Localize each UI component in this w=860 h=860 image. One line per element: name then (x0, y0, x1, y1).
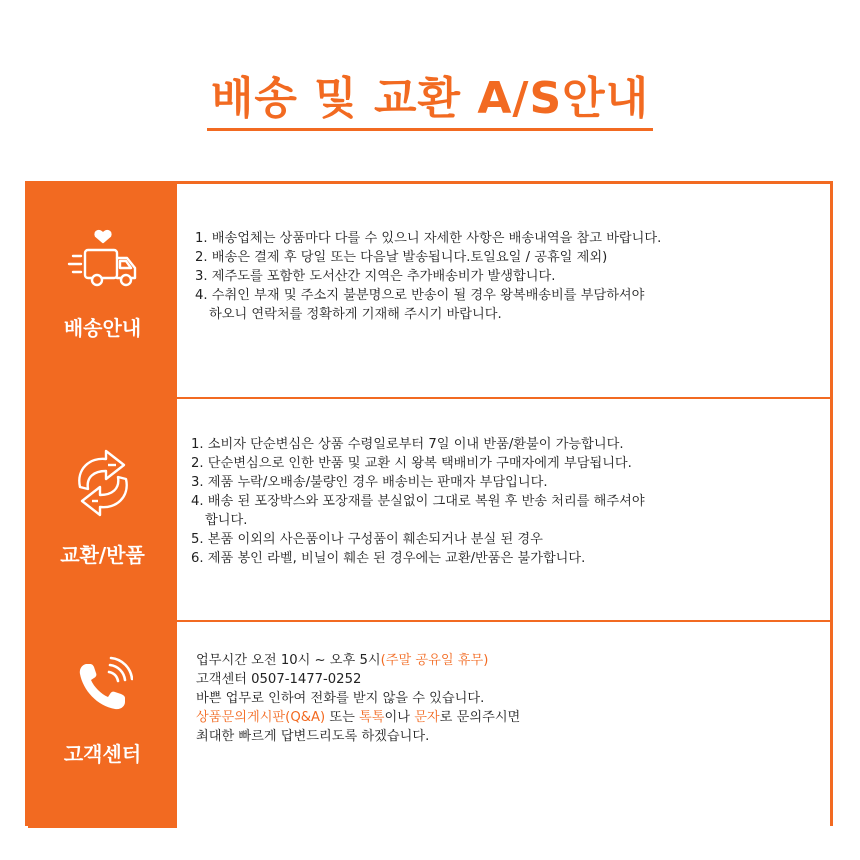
delivery-list (195, 229, 661, 324)
delivery-content (177, 184, 830, 397)
info-panel (25, 181, 833, 826)
page-title: 배송 및 교환 A/S안내 (207, 62, 653, 131)
list-item: 4. 배송 된 포장박스와 포장재를 분실없이 그대로 복원 후 반송 처리를 해주셔야 (191, 494, 645, 509)
talktalk-link[interactable]: 톡톡 (359, 710, 385, 725)
list-item: 4. 수취인 부재 및 주소지 불분명으로 반송이 될 경우 왕복배송비를 부담하셔야 (195, 288, 645, 303)
list-item: 합니다. (205, 513, 248, 528)
sms-link[interactable]: 문자 (414, 710, 440, 725)
delivery-header (28, 184, 177, 397)
support-content (177, 622, 830, 828)
delivery-truck-heart-icon (28, 220, 177, 304)
list-item: 3. 제주도를 포함한 도서산간 지역은 추가배송비가 발생합니다. (195, 269, 556, 284)
exchange-content (177, 399, 830, 622)
support-reply-note: 최대한 빠르게 답변드리도록 하겠습니다. (196, 729, 430, 744)
exchange-section (28, 397, 830, 622)
support-phone: 고객센터 0507-1477-0252 (196, 672, 362, 687)
holiday-note: (주말 공유일 휴무) (380, 653, 489, 668)
delivery-label: 배송안내 (63, 316, 142, 340)
list-item: 1. 소비자 단순변심은 상품 수령일로부터 7일 이내 반품/환불이 가능합니다. (191, 437, 624, 452)
delivery-section (28, 184, 830, 397)
list-item: 1. 배송업체는 상품마다 다를 수 있으니 자세한 사항은 배송내역을 참고 바랍니다. (195, 231, 662, 246)
support-header (28, 622, 177, 828)
exchange-label: 교환/반품 (60, 543, 145, 567)
phone-ringing-icon (28, 656, 177, 720)
list-item: 3. 제품 누락/오배송/불량인 경우 배송비는 판매자 부담입니다. (191, 475, 548, 490)
page-title-wrap (0, 62, 860, 131)
list-item: 6. 제품 봉인 라벨, 비닐이 훼손 된 경우에는 교환/반품은 불가합니다. (191, 551, 586, 566)
support-hours: 업무시간 오전 10시 ~ 오후 5시(주말 공유일 휴무) (196, 653, 489, 668)
qna-board-link[interactable]: 상품문의게시판(Q&A) (196, 710, 326, 725)
exchange-list (191, 435, 645, 568)
support-text (196, 651, 520, 746)
list-item: 5. 본품 이외의 사은품이나 구성품이 훼손되거나 분실 된 경우 (191, 532, 543, 547)
exchange-header (28, 399, 177, 622)
support-busy-note: 바쁜 업무로 인하여 전화를 받지 않을 수 있습니다. (196, 691, 485, 706)
list-item: 2. 배송은 결제 후 당일 또는 다음날 발송됩니다.토일요일 / 공휴일 제외) (195, 250, 608, 265)
list-item: 하오니 연락처를 정확하게 기재해 주시기 바랍니다. (209, 307, 502, 322)
exchange-arrows-icon (28, 443, 177, 527)
support-label: 고객센터 (63, 742, 142, 766)
support-section (28, 620, 830, 828)
list-item: 2. 단순변심으로 인한 반품 및 교환 시 왕복 택배비가 구매자에게 부담됩니다. (191, 456, 632, 471)
support-contact-line: 상품문의게시판(Q&A) 또는 톡톡이나 문자로 문의주시면 (196, 710, 521, 725)
